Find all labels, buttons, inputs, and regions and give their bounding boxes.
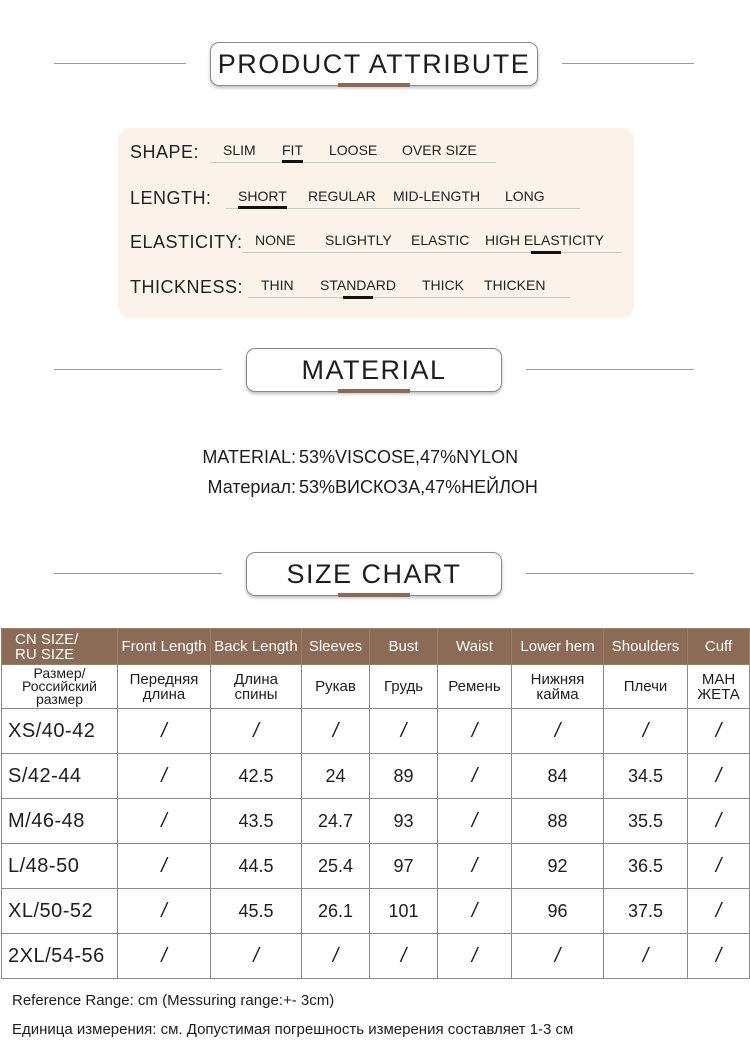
measurement-cell: /: [438, 844, 512, 889]
measurement-cell: 35.5: [604, 799, 688, 844]
attr-row-shape: [118, 128, 634, 168]
measurement-cell: /: [438, 934, 512, 979]
measurement-cell: 43.5: [211, 799, 302, 844]
attr-label-elasticity: ELASTICITY:: [130, 232, 243, 252]
measurement-cell: 97: [370, 844, 438, 889]
column-header-ru: Передняя длина: [118, 665, 211, 709]
column-header-en: Back Length: [211, 629, 302, 665]
attr-option-elastic: ELASTIC: [411, 232, 470, 248]
material-ru-label: Материал:: [207, 477, 296, 497]
attribute-panel: [118, 128, 634, 318]
measurement-cell: /: [302, 934, 370, 979]
measurement-cell: /: [512, 709, 604, 754]
measurement-cell: /: [118, 844, 211, 889]
table-row: [2, 799, 750, 844]
attr-selected-marker: [531, 251, 561, 254]
table-row: [2, 934, 750, 979]
material-en-value: 53%VISCOSE,47%NYLON: [299, 447, 519, 467]
measurement-cell: /: [512, 934, 604, 979]
material-ru-value: 53%ВИСКОЗА,47%НЕЙЛОН: [299, 477, 538, 497]
product-attribute-title: [210, 42, 538, 86]
attr-underline: [242, 252, 622, 253]
material-title-text: MATERIAL: [301, 354, 447, 385]
attr-option-long: LONG: [505, 188, 545, 204]
size-chart-title: [246, 552, 502, 596]
attr-option-slightly: SLIGHTLY: [325, 232, 392, 248]
attr-row-thickness: [118, 263, 634, 303]
measurement-cell: /: [438, 799, 512, 844]
measurement-cell: 88: [512, 799, 604, 844]
column-header-ru: Рукав: [302, 665, 370, 709]
measurement-cell: /: [438, 709, 512, 754]
measurement-cell: 93: [370, 799, 438, 844]
header-right-line: [562, 63, 694, 64]
measurement-cell: 25.4: [302, 844, 370, 889]
header-left-line: [54, 573, 222, 574]
title-accent-bar: [338, 593, 410, 597]
attr-option-short-selected: SHORT: [238, 188, 287, 204]
table-row: [2, 754, 750, 799]
size-label-cell: XS/40-42: [2, 709, 118, 754]
measurement-cell: 89: [370, 754, 438, 799]
attr-option-none: NONE: [255, 232, 296, 248]
attr-label-length: LENGTH:: [130, 188, 212, 208]
attr-option-standard: STANDARD: [320, 277, 396, 293]
material-title: [246, 348, 502, 392]
measurement-cell: /: [302, 709, 370, 754]
measurement-cell: 42.5: [211, 754, 302, 799]
attr-selected-marker: [343, 296, 373, 299]
table-row: [2, 889, 750, 934]
column-header-en: Bust: [370, 629, 438, 665]
attr-underline: [210, 162, 496, 163]
table-header-ru: [2, 665, 750, 709]
attr-option-thick: THICK: [422, 277, 464, 293]
measurement-cell: /: [438, 889, 512, 934]
measurement-cell: /: [118, 934, 211, 979]
size-chart-title-text: SIZE CHART: [286, 558, 462, 589]
column-header-ru: Нижняя кайма: [512, 665, 604, 709]
measurement-cell: /: [438, 754, 512, 799]
table-row: [2, 844, 750, 889]
size-label-cell: L/48-50: [2, 844, 118, 889]
column-header-ru: Грудь: [370, 665, 438, 709]
column-header-en: Waist: [438, 629, 512, 665]
column-header-en: Front Length: [118, 629, 211, 665]
measurement-cell: 37.5: [604, 889, 688, 934]
title-accent-bar: [338, 389, 410, 393]
attr-option-thin: THIN: [261, 277, 294, 293]
measurement-cell: /: [118, 709, 211, 754]
measurement-note-ru: Единица измерения: см. Допустимая погрешность измерения составляет 1-3 см: [12, 1021, 574, 1038]
attr-option-fit-selected: FIT: [282, 142, 303, 158]
column-header-ru: МАН ЖЕТА: [688, 665, 750, 709]
measurement-cell: /: [211, 934, 302, 979]
measurement-cell: 96: [512, 889, 604, 934]
attr-option-high-elasticity-selected: HIGH ELASTICITY: [485, 232, 605, 248]
measurement-cell: 92: [512, 844, 604, 889]
attr-option-regular: REGULAR: [308, 188, 376, 204]
header-right-line: [526, 573, 694, 574]
size-label-cell: 2XL/54-56: [2, 934, 118, 979]
measurement-cell: 26.1: [302, 889, 370, 934]
material-en-label: MATERIAL:: [202, 447, 296, 467]
size-label-cell: M/46-48: [2, 799, 118, 844]
attr-option-loose: LOOSE: [329, 142, 378, 158]
measurement-cell: /: [688, 754, 750, 799]
attr-option-over-size: OVER SIZE: [402, 142, 477, 158]
size-chart-header: [0, 552, 750, 598]
measurement-cell: 34.5: [604, 754, 688, 799]
measurement-cell: /: [688, 799, 750, 844]
measurement-cell: /: [688, 889, 750, 934]
table-row: [2, 709, 750, 754]
measurement-cell: /: [211, 709, 302, 754]
column-header-en: Sleeves: [302, 629, 370, 665]
measurement-cell: 101: [370, 889, 438, 934]
attr-row-elasticity: [118, 218, 634, 258]
measurement-cell: /: [118, 754, 211, 799]
table-body: [2, 709, 750, 979]
product-attribute-title-text: PRODUCT ATTRIBUTE: [217, 48, 531, 79]
measurement-cell: /: [604, 709, 688, 754]
measurement-cell: /: [688, 844, 750, 889]
measurement-cell: /: [688, 709, 750, 754]
column-header-ru: Плечи: [604, 665, 688, 709]
measurement-cell: 44.5: [211, 844, 302, 889]
reference-range-note: Reference Range: cm (Messuring range:+- 3cm): [12, 992, 335, 1009]
measurement-cell: 36.5: [604, 844, 688, 889]
size-label-cell: XL/50-52: [2, 889, 118, 934]
column-header-ru: Ремень: [438, 665, 512, 709]
measurement-cell: 24: [302, 754, 370, 799]
column-header-ru: Размер/ Российский размер: [2, 665, 118, 709]
header-right-line: [526, 369, 694, 370]
measurement-cell: 45.5: [211, 889, 302, 934]
attr-option-mid-length: MID-LENGTH: [393, 188, 481, 204]
attr-label-shape: SHAPE:: [130, 142, 200, 162]
product-attribute-header: [0, 42, 750, 88]
measurement-cell: /: [118, 889, 211, 934]
column-header-en: CN SIZE/ RU SIZE: [2, 629, 118, 665]
title-accent-bar: [338, 83, 410, 87]
column-header-en: Lower hem: [512, 629, 604, 665]
attr-underline: [248, 297, 570, 298]
measurement-cell: /: [370, 934, 438, 979]
measurement-cell: /: [688, 934, 750, 979]
size-label-cell: S/42-44: [2, 754, 118, 799]
attr-row-length: [118, 174, 634, 214]
attr-option-thicken: THICKEN: [484, 277, 546, 293]
measurement-cell: 24.7: [302, 799, 370, 844]
attr-option-slim: SLIM: [223, 142, 256, 158]
measurement-cell: /: [604, 934, 688, 979]
table-header-en: [2, 629, 750, 665]
header-left-line: [54, 369, 222, 370]
measurement-cell: /: [118, 799, 211, 844]
column-header-en: Cuff: [688, 629, 750, 665]
measurement-cell: /: [370, 709, 438, 754]
column-header-en: Shoulders: [604, 629, 688, 665]
column-header-ru: Длина спины: [211, 665, 302, 709]
attr-label-thickness: THICKNESS:: [130, 277, 244, 297]
material-header: [0, 348, 750, 394]
header-left-line: [54, 63, 186, 64]
measurement-cell: 84: [512, 754, 604, 799]
size-chart-table: [1, 628, 750, 979]
